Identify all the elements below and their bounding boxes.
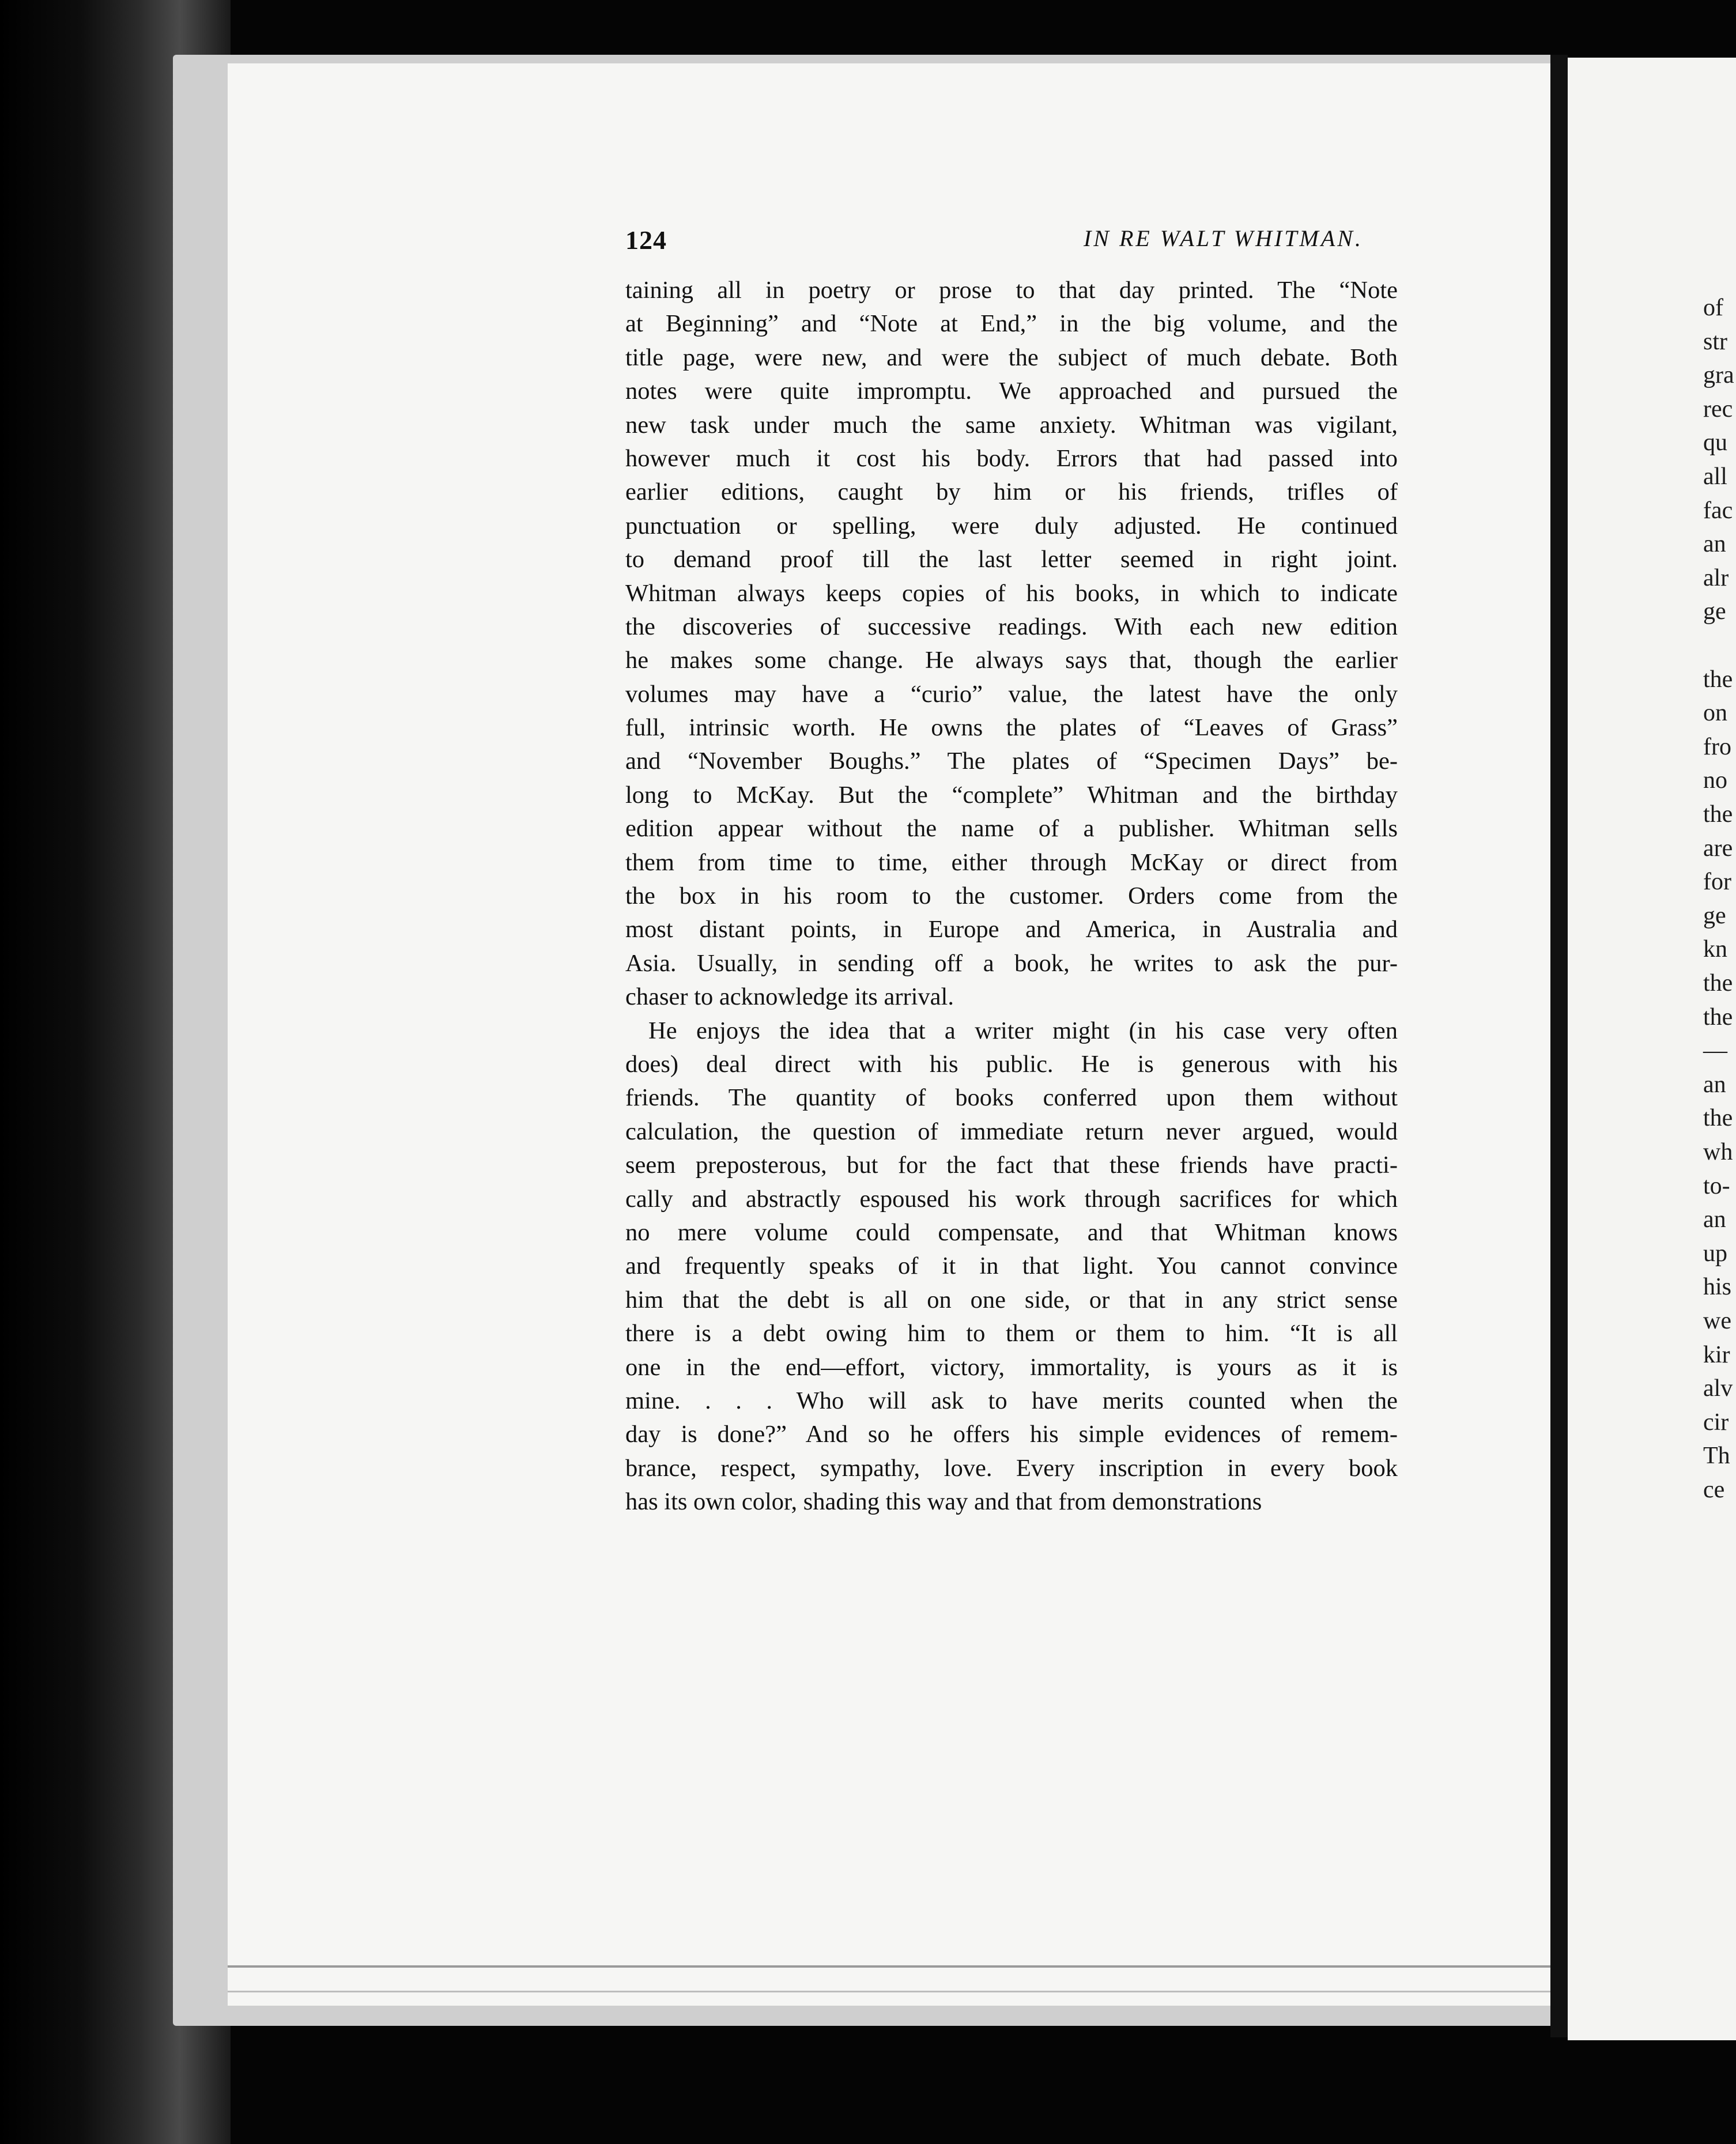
text-line: Asia. Usually, in sending off a book, he writes to ask the pur- [625, 949, 1398, 977]
text-line: and frequently speaks of it in that light. You cannot convince [625, 1252, 1398, 1280]
text-line: notes were quite impromptu. We approached and pursued the [625, 378, 1398, 405]
text-line: He enjoys the idea that a writer might (in his case very often [648, 1017, 1398, 1044]
text-line: no mere volume could compensate, and that Whitman knows [625, 1218, 1398, 1246]
text-line: brance, respect, sympathy, love. Every inscription in every book [625, 1454, 1398, 1482]
facing-page-fragment: ge [1703, 598, 1726, 625]
facing-page-fragment: alv [1703, 1375, 1733, 1402]
page-bottom-edge [228, 1965, 1553, 1992]
book-gutter [1550, 55, 1568, 2037]
text-line: most distant points, in Europe and America, in Australia and [625, 916, 1398, 943]
facing-page-fragment: kn [1703, 936, 1727, 963]
facing-page-fragment: an [1703, 1206, 1726, 1233]
facing-page-fragment: the [1703, 970, 1733, 996]
text-line: edition appear without the name of a publisher. Whitman sells [625, 815, 1398, 843]
text-line: punctuation or spelling, were duly adjusted. He continued [625, 512, 1398, 539]
text-line: full, intrinsic worth. He owns the plates of “Leaves of Grass” [625, 714, 1398, 742]
text-line: him that the debt is all on one side, or that in any strict sense [625, 1286, 1398, 1313]
text-line: volumes may have a “curio” value, the latest have the only [625, 680, 1398, 708]
facing-page-fragment: the [1703, 1003, 1733, 1031]
page-number: 124 [625, 225, 667, 255]
text-line: earlier editions, caught by him or his friends, trifles of [625, 478, 1398, 506]
text-line: to demand proof till the last letter seemed in right joint. [625, 546, 1398, 573]
text-line: has its own color, shading this way and that from demonstrations [625, 1488, 1262, 1516]
text-line: the discoveries of successive readings. With each new edition [625, 613, 1398, 640]
facing-page-fragment: the [1703, 801, 1733, 828]
facing-page-fragment: his [1703, 1274, 1732, 1301]
running-head [625, 225, 1398, 259]
facing-page-fragment: ce [1703, 1477, 1725, 1503]
body-text [625, 274, 1398, 1519]
running-head-title: IN RE WALT WHITMAN. [1083, 225, 1363, 251]
facing-page-fragment: up [1703, 1240, 1727, 1267]
text-line: he makes some change. He always says that, though the earlier [625, 647, 1398, 674]
text-line: the box in his room to the customer. Orders come from the [625, 882, 1398, 910]
facing-page-fragment: fac [1703, 497, 1733, 524]
text-line: them from time to time, either through McKay or direct from [625, 848, 1398, 876]
facing-page-fragment: — [1703, 1037, 1727, 1065]
facing-page-fragment: the [1703, 666, 1733, 693]
facing-page-fragment: an [1703, 1071, 1726, 1098]
facing-page-fragment: kir [1703, 1341, 1730, 1368]
text-line: friends. The quantity of books conferred upon them without [625, 1084, 1398, 1112]
text-line: day is done?” And so he offers his simple evidences of remem- [625, 1421, 1398, 1448]
facing-page-fragment: we [1703, 1308, 1731, 1334]
text-line: Whitman always keeps copies of his books, in which to indicate [625, 579, 1398, 607]
facing-page-fragment: fro [1703, 733, 1731, 760]
text-line: title page, were new, and were the subject of much debate. Both [625, 344, 1398, 371]
facing-page-fragment: no [1703, 767, 1727, 794]
facing-page-fragment: all [1703, 463, 1727, 490]
facing-page-fragment: alr [1703, 564, 1729, 591]
text-line: long to McKay. But the “complete” Whitman and the birthday [625, 781, 1398, 809]
text-line: mine. . . . Who will ask to have merits counted when the [625, 1387, 1398, 1414]
facing-page-fragment: str [1703, 328, 1727, 355]
facing-page-fragment: for [1703, 869, 1731, 896]
facing-page-fragment: gra [1703, 362, 1734, 389]
facing-page-fragment: ge [1703, 902, 1726, 929]
facing-page-fragment: cir [1703, 1409, 1729, 1436]
facing-page-fragment: the [1703, 1105, 1733, 1132]
text-line: does) deal direct with his public. He is generous with his [625, 1050, 1398, 1078]
text-line: one in the end—effort, victory, immortality, is yours as it is [625, 1353, 1398, 1381]
text-line: at Beginning” and “Note at End,” in the big volume, and the [625, 310, 1398, 338]
facing-page-fragment: are [1703, 835, 1733, 862]
facing-page-fragment: of [1703, 295, 1723, 321]
text-line: and “November Boughs.” The plates of “Specimen Days” be- [625, 748, 1398, 775]
facing-page-fragment: rec [1703, 395, 1733, 422]
facing-page-fragment: wh [1703, 1139, 1733, 1165]
facing-page-fragment: qu [1703, 429, 1727, 456]
text-line: calculation, the question of immediate return never argued, would [625, 1118, 1398, 1145]
facing-page-fragment: on [1703, 700, 1727, 727]
facing-page-fragment: an [1703, 531, 1726, 558]
text-line: new task under much the same anxiety. Whitman was vigilant, [625, 411, 1398, 439]
text-line: taining all in poetry or prose to that day printed. The “Note [625, 277, 1398, 304]
text-line: there is a debt owing him to them or them to him. “It is all [625, 1320, 1398, 1347]
text-line: however much it cost his body. Errors that had passed into [625, 444, 1398, 472]
facing-page-fragment: Th [1703, 1443, 1730, 1470]
facing-page-fragment: to- [1703, 1172, 1730, 1199]
text-line: seem preposterous, but for the fact that these friends have practi- [625, 1152, 1398, 1179]
text-line: cally and abstractly espoused his work through sacrifices for which [625, 1185, 1398, 1213]
text-line: chaser to acknowledge its arrival. [625, 983, 954, 1011]
